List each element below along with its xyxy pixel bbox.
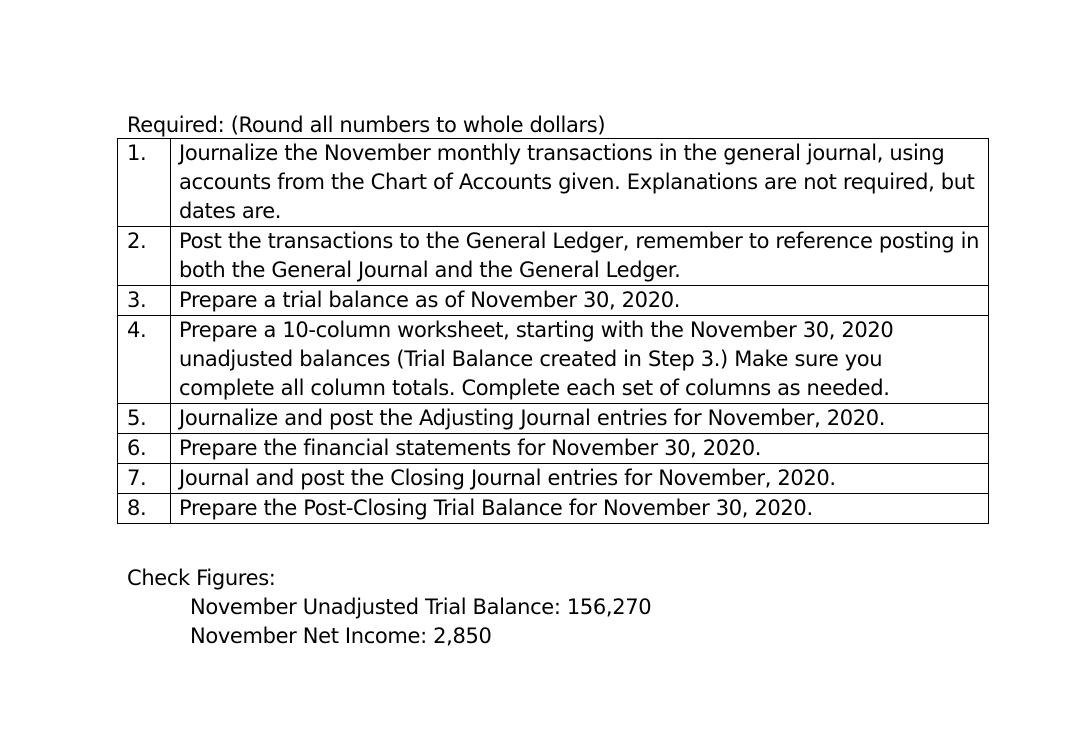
step-number: 7. [118,464,171,494]
steps-table [117,138,989,524]
check-figure-trial-balance: November Unadjusted Trial Balance: 156,270 [190,595,652,619]
table-row [118,494,989,524]
step-text: Journalize and post the Adjusting Journal entries for November, 2020. [171,404,989,434]
check-figures [127,564,651,651]
step-number: 5. [118,404,171,434]
step-number: 1. [118,139,171,227]
step-text: Prepare a 10-column worksheet, starting with the November 30, 2020 unadjusted balances (Trial Balance created in Step 3.) Make sure you complete all column totals. Complete each set of columns as needed. [171,316,989,404]
required-heading: Required: (Round all numbers to whole dollars) [127,113,606,137]
step-number: 4. [118,316,171,404]
table-row [118,464,989,494]
step-number: 2. [118,227,171,286]
table-row [118,286,989,316]
step-number: 3. [118,286,171,316]
check-figures-title: Check Figures: [127,566,276,590]
table-row [118,139,989,227]
check-figure-net-income: November Net Income: 2,850 [190,624,492,648]
step-text: Prepare the financial statements for November 30, 2020. [171,434,989,464]
step-number: 8. [118,494,171,524]
table-row [118,434,989,464]
step-text: Journalize the November monthly transactions in the general journal, using accounts from the Chart of Accounts given. Explanations are not required, but dates are. [171,139,989,227]
step-text: Post the transactions to the General Ledger, remember to reference posting in both the General Journal and the General Ledger. [171,227,989,286]
step-text: Prepare a trial balance as of November 30, 2020. [171,286,989,316]
table-row [118,227,989,286]
table-row [118,316,989,404]
step-text: Prepare the Post-Closing Trial Balance for November 30, 2020. [171,494,989,524]
table-row [118,404,989,434]
step-number: 6. [118,434,171,464]
step-text: Journal and post the Closing Journal entries for November, 2020. [171,464,989,494]
